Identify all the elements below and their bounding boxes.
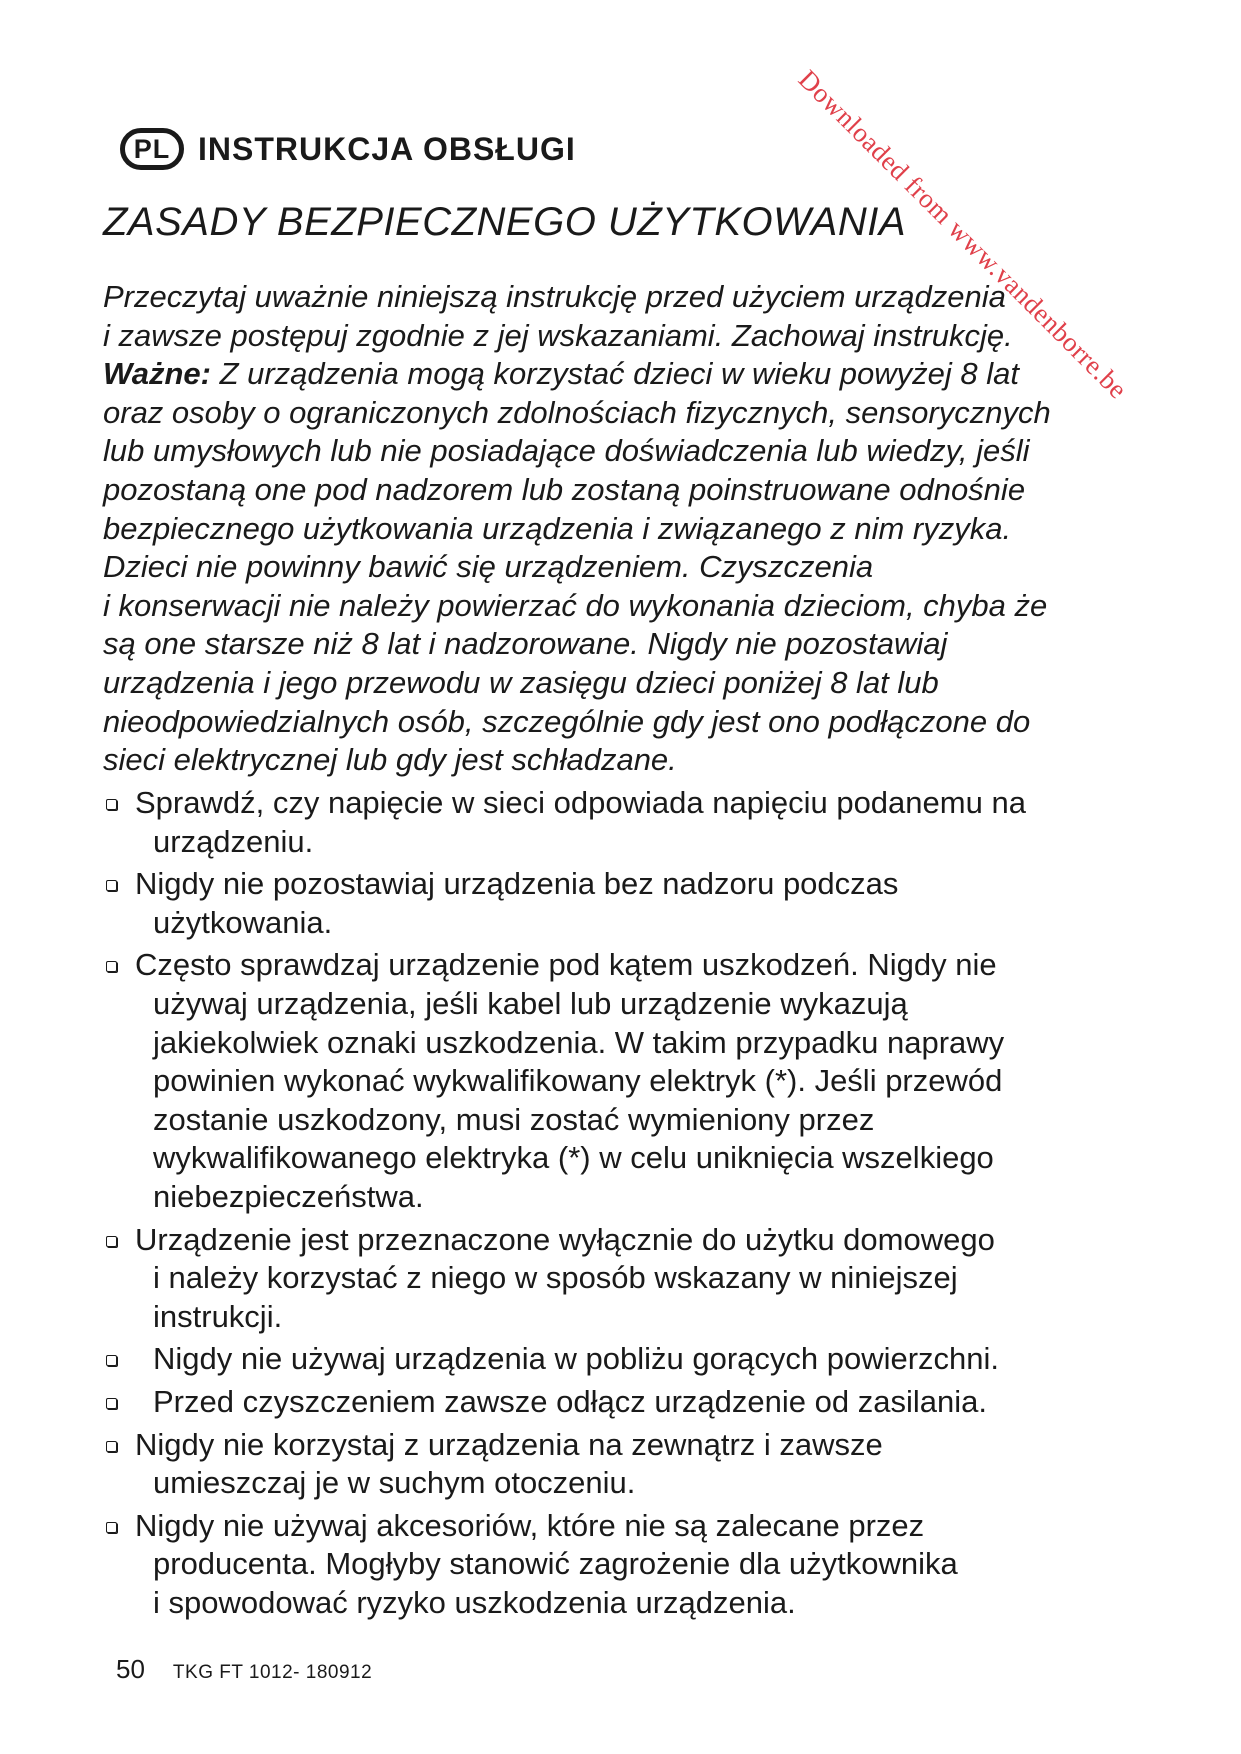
safety-item <box>103 784 1163 861</box>
page-number: 50 <box>116 1654 145 1684</box>
checkbox-bullet-icon <box>106 1522 117 1533</box>
safety-item-line: wykwalifikowanego elektryka (*) w celu uniknięcia wszelkiego <box>153 1140 994 1176</box>
checkbox-bullet-icon <box>106 961 117 972</box>
safety-item <box>103 1340 1163 1379</box>
checkbox-bullet-icon <box>106 1355 117 1366</box>
important-line: są one starsze niż 8 lat i nadzorowane. Nigdy nie pozostawiaj <box>103 626 948 662</box>
checkbox-bullet-icon <box>106 1398 117 1409</box>
important-line: sieci elektrycznej lub gdy jest schładzane. <box>103 742 677 778</box>
language-badge: PL <box>120 128 184 170</box>
safety-item-line: jakiekolwiek oznaki uszkodzenia. W takim przypadku naprawy <box>153 1024 1005 1060</box>
manual-title: INSTRUKCJA OBSŁUGI <box>198 130 576 167</box>
safety-item-line: Nigdy nie używaj akcesoriów, które nie są zalecane przez <box>135 1507 925 1543</box>
page-header <box>120 128 576 170</box>
safety-item <box>103 1507 1163 1623</box>
safety-item-line: użytkowania. <box>153 904 333 940</box>
important-line: pozostaną one pod nadzorem lub zostaną poinstruowane odnośnie <box>103 471 1026 507</box>
section-title: ZASADY BEZPIECZNEGO UŻYTKOWANIA <box>103 200 907 244</box>
safety-item-line: producenta. Mogłyby stanowić zagrożenie dla użytkownika <box>153 1546 958 1582</box>
important-text: Z urządzenia mogą korzystać dzieci w wieku powyżej 8 lat <box>210 356 1020 392</box>
safety-item <box>103 1221 1163 1337</box>
safety-item-line: urządzeniu. <box>153 823 314 859</box>
safety-item-line: zostanie uszkodzony, musi zostać wymieniony przez <box>153 1101 875 1137</box>
safety-item-line: Urządzenie jest przeznaczone wyłącznie do użytku domowego <box>135 1221 995 1257</box>
important-line: i konserwacji nie należy powierzać do wykonania dzieciom, chyba że <box>103 587 1048 623</box>
important-line: Dzieci nie powinny bawić się urządzeniem. Czyszczenia <box>103 549 874 585</box>
intro-line: i zawsze postępuj zgodnie z jej wskazaniami. Zachowaj instrukcję. <box>103 317 1013 353</box>
safety-item <box>103 1383 1163 1422</box>
important-line: oraz osoby o ograniczonych zdolnościach fizycznych, sensorycznych <box>103 394 1051 430</box>
important-line: bezpiecznego użytkowania urządzenia i związanego z nim ryzyka. <box>103 510 1012 546</box>
safety-item-line: Nigdy nie korzystaj z urządzenia na zewnątrz i zawsze <box>135 1426 883 1462</box>
safety-item <box>103 1426 1163 1503</box>
intro-paragraph <box>103 278 1163 780</box>
important-line: nieodpowiedzialnych osób, szczególnie gdy jest ono podłączone do <box>103 703 1031 739</box>
safety-item-line: powinien wykonać wykwalifikowany elektryk (*). Jeśli przewód <box>153 1063 1003 1099</box>
page-footer <box>116 1654 372 1685</box>
important-label: Ważne: <box>103 356 211 392</box>
safety-item-line: i spowodować ryzyko uszkodzenia urządzenia. <box>153 1584 796 1620</box>
important-first-line <box>103 355 1163 394</box>
download-watermark: Downloaded from www.vandenborre.be <box>792 64 1134 405</box>
safety-item-line: Nigdy nie pozostawiaj urządzenia bez nadzoru podczas <box>135 866 899 902</box>
safety-list <box>103 784 1163 1626</box>
intro-line: Przeczytaj uważnie niniejszą instrukcję przed użyciem urządzenia <box>103 279 1006 314</box>
safety-item-line: używaj urządzenia, jeśli kabel lub urządzenie wykazują <box>153 985 908 1021</box>
safety-item <box>103 946 1163 1216</box>
safety-item-line: Sprawdź, czy napięcie w sieci odpowiada napięciu podanemu na <box>135 785 1026 820</box>
safety-item-line: Nigdy nie używaj urządzenia w pobliżu gorących powierzchni. <box>153 1341 1000 1377</box>
safety-item-line: umieszczaj je w suchym otoczeniu. <box>153 1465 636 1501</box>
safety-item-line: niebezpieczeństwa. <box>153 1178 424 1214</box>
safety-item-line: instrukcji. <box>153 1298 283 1334</box>
checkbox-bullet-icon <box>106 799 117 810</box>
important-line: urządzenia i jego przewodu w zasięgu dzieci poniżej 8 lat lub <box>103 664 939 700</box>
safety-item <box>103 865 1163 942</box>
important-line: lub umysłowych lub nie posiadające doświadczenia lub wiedzy, jeśli <box>103 433 1030 469</box>
model-code: TKG FT 1012- 180912 <box>172 1662 373 1683</box>
checkbox-bullet-icon <box>106 1236 117 1247</box>
important-paragraph <box>103 394 1163 780</box>
checkbox-bullet-icon <box>106 1441 117 1452</box>
safety-item-line: Często sprawdzaj urządzenie pod kątem uszkodzeń. Nigdy nie <box>135 947 997 983</box>
safety-item-line: Przed czyszczeniem zawsze odłącz urządzenie od zasilania. <box>153 1383 987 1419</box>
checkbox-bullet-icon <box>106 880 117 891</box>
safety-item-line: i należy korzystać z niego w sposób wskazany w niniejszej <box>153 1260 958 1296</box>
